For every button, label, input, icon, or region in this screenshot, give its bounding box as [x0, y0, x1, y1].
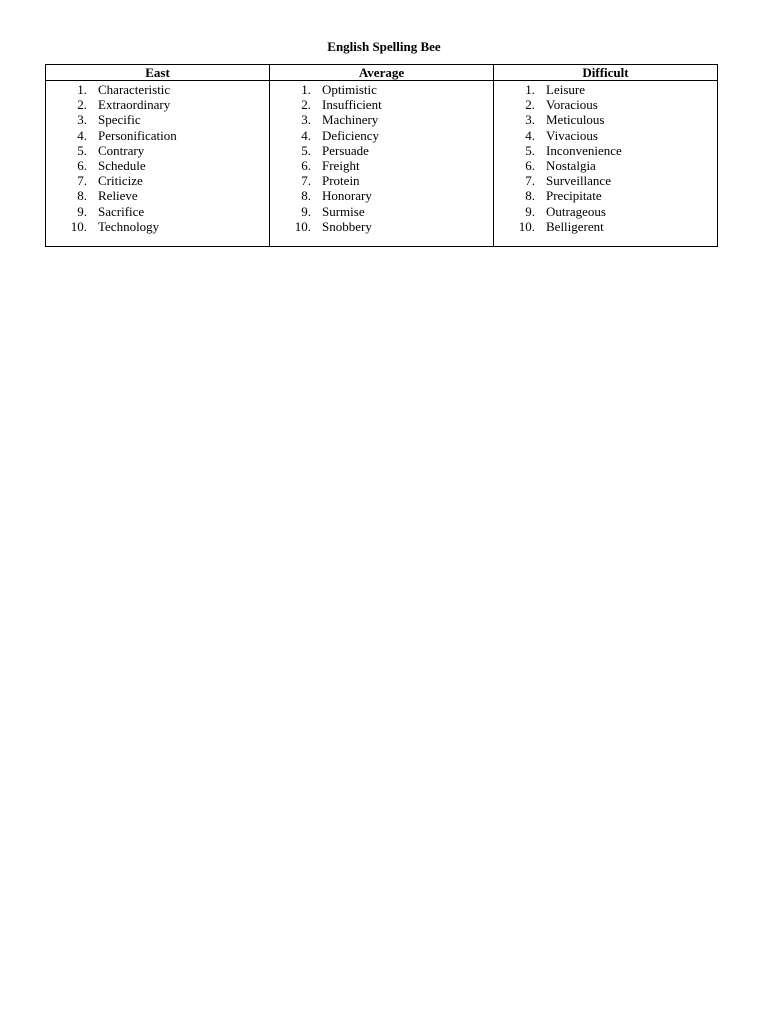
spelling-word: Freight [322, 157, 360, 173]
spelling-word: Specific [98, 112, 141, 128]
list-item [46, 158, 269, 173]
item-number: 7. [525, 173, 535, 189]
item-number: 1. [77, 82, 87, 97]
item-number: 7. [77, 173, 87, 189]
spelling-word: Personification [98, 127, 177, 143]
list-item [46, 143, 269, 158]
spelling-word: Schedule [98, 157, 146, 173]
spelling-word: Inconvenience [546, 142, 622, 158]
list-item [494, 188, 717, 203]
spelling-word: Snobbery [322, 218, 372, 234]
word-list-average [270, 81, 493, 234]
list-item [46, 128, 269, 143]
list-item [270, 219, 493, 234]
spelling-word: Relieve [98, 188, 138, 204]
spelling-word: Meticulous [546, 112, 605, 128]
list-item [46, 112, 269, 127]
spelling-word: Nostalgia [546, 157, 596, 173]
item-number: 9. [525, 203, 535, 219]
table-header-row [46, 65, 718, 81]
spelling-word: Extraordinary [98, 97, 171, 113]
spelling-word: Characteristic [98, 82, 171, 97]
list-item [494, 143, 717, 158]
word-cell-east [46, 81, 270, 247]
item-number: 1. [525, 82, 535, 97]
list-item [46, 188, 269, 203]
list-item [270, 112, 493, 127]
item-number: 10. [518, 218, 535, 234]
spelling-word: Precipitate [546, 188, 602, 204]
list-item [494, 158, 717, 173]
item-number: 4. [525, 127, 535, 143]
spelling-word: Sacrifice [98, 203, 145, 219]
item-number: 3. [525, 112, 535, 128]
word-list-difficult [494, 81, 717, 234]
word-cell-average [270, 81, 494, 247]
spelling-word: Voracious [546, 97, 598, 113]
item-number: 9. [301, 203, 311, 219]
item-number: 10. [70, 218, 87, 234]
list-item [46, 173, 269, 188]
item-number: 6. [525, 157, 535, 173]
spelling-word: Technology [98, 218, 160, 234]
spelling-word: Deficiency [322, 127, 380, 143]
list-item [46, 82, 269, 97]
item-number: 3. [301, 112, 311, 128]
list-item [46, 204, 269, 219]
spelling-word: Machinery [322, 112, 379, 128]
spelling-word: Surveillance [546, 173, 611, 189]
table-body-row [46, 81, 718, 247]
list-item [46, 97, 269, 112]
list-item [270, 173, 493, 188]
item-number: 3. [77, 112, 87, 128]
spelling-word: Surmise [322, 203, 365, 219]
spelling-word: Outrageous [546, 203, 606, 219]
item-number: 4. [77, 127, 87, 143]
item-number: 9. [77, 203, 87, 219]
spelling-word: Contrary [98, 142, 145, 158]
spelling-word: Vivacious [546, 127, 598, 143]
spelling-word: Belligerent [546, 218, 604, 234]
item-number: 8. [77, 188, 87, 204]
item-number: 10. [294, 218, 311, 234]
item-number: 6. [301, 157, 311, 173]
list-item [46, 219, 269, 234]
item-number: 2. [301, 97, 311, 113]
list-item [270, 128, 493, 143]
list-item [270, 143, 493, 158]
list-item [270, 97, 493, 112]
list-item [270, 204, 493, 219]
column-header-average: Average [270, 65, 494, 81]
spelling-word: Leisure [546, 82, 585, 97]
list-item [494, 204, 717, 219]
item-number: 8. [301, 188, 311, 204]
item-number: 5. [301, 142, 311, 158]
list-item [494, 97, 717, 112]
item-number: 1. [301, 82, 311, 97]
list-item [270, 158, 493, 173]
list-item [494, 112, 717, 127]
spelling-word: Protein [322, 173, 360, 189]
item-number: 5. [77, 142, 87, 158]
item-number: 2. [525, 97, 535, 113]
list-item [494, 173, 717, 188]
page-title: English Spelling Bee [327, 39, 441, 54]
spelling-word: Criticize [98, 173, 143, 189]
spelling-word: Optimistic [322, 82, 377, 97]
item-number: 2. [77, 97, 87, 113]
item-number: 8. [525, 188, 535, 204]
item-number: 5. [525, 142, 535, 158]
word-list-east [46, 81, 269, 234]
list-item [270, 82, 493, 97]
item-number: 7. [301, 173, 311, 189]
spelling-word-table [45, 64, 718, 247]
spelling-word: Persuade [322, 142, 369, 158]
list-item [270, 188, 493, 203]
list-item [494, 82, 717, 97]
spelling-word: Honorary [322, 188, 372, 204]
column-header-east: East [46, 65, 270, 81]
item-number: 6. [77, 157, 87, 173]
list-item [494, 219, 717, 234]
list-item [494, 128, 717, 143]
word-cell-difficult [494, 81, 718, 247]
spelling-word: Insufficient [322, 97, 382, 113]
item-number: 4. [301, 127, 311, 143]
column-header-difficult: Difficult [494, 65, 718, 81]
